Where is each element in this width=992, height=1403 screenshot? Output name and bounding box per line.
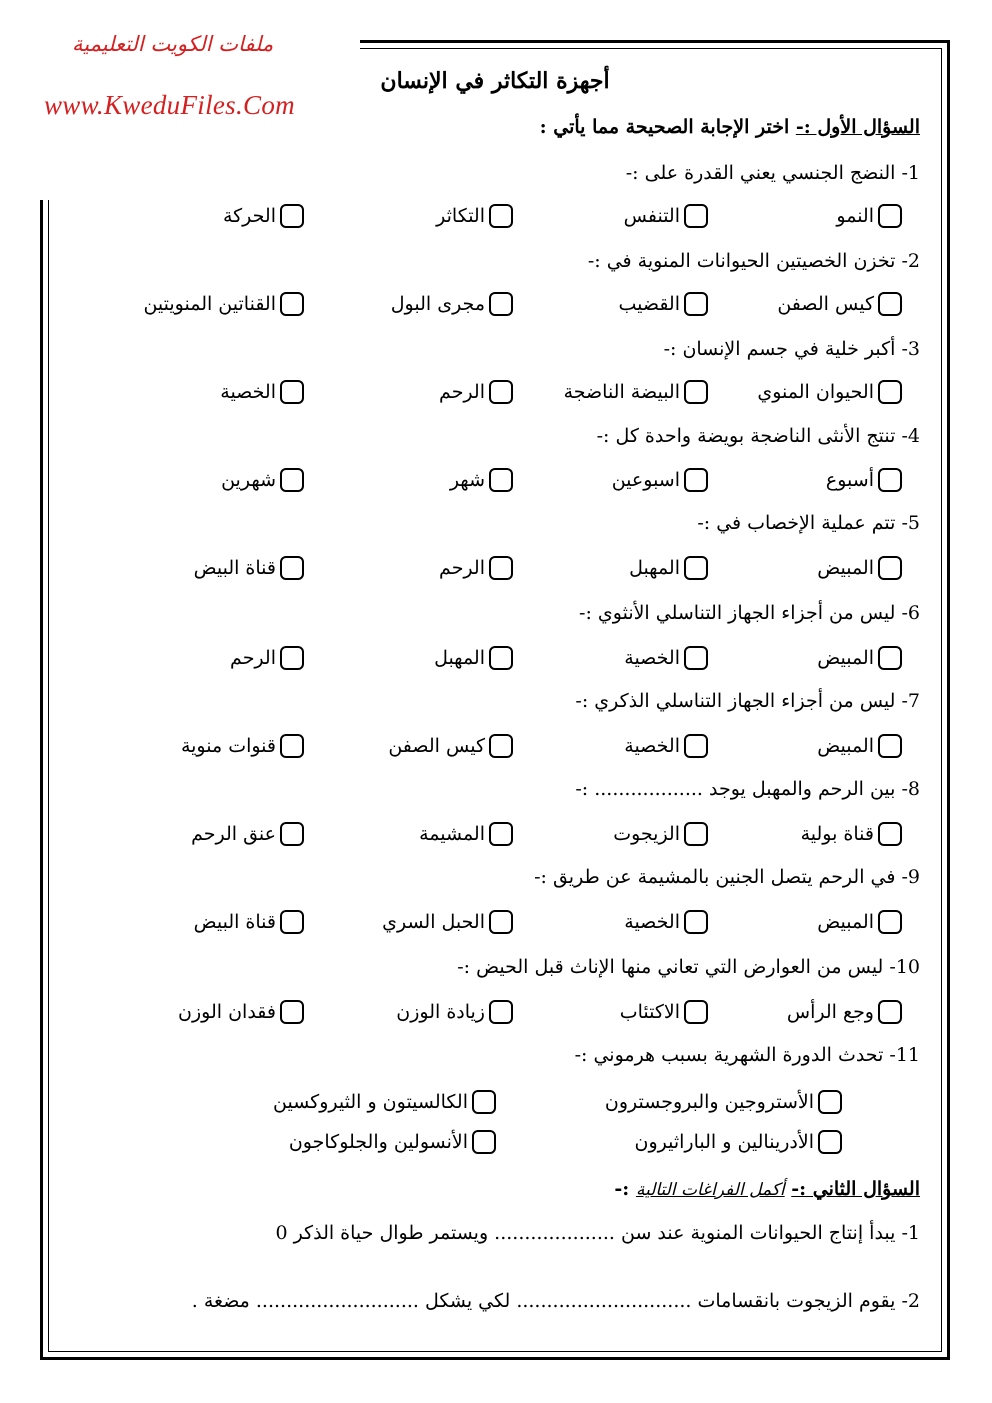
checkbox-icon[interactable] bbox=[280, 910, 304, 934]
checkbox-icon[interactable] bbox=[280, 380, 304, 404]
answer-option[interactable] bbox=[439, 380, 513, 404]
answer-option-label: شهر bbox=[449, 469, 485, 491]
answer-option[interactable] bbox=[817, 646, 902, 670]
checkbox-icon[interactable] bbox=[684, 734, 708, 758]
answer-option[interactable] bbox=[289, 1130, 496, 1154]
answer-option[interactable] bbox=[191, 822, 304, 846]
answer-option[interactable] bbox=[273, 1090, 496, 1114]
answer-option-label: كيس الصفن bbox=[388, 735, 485, 757]
answer-option[interactable] bbox=[564, 380, 708, 404]
answer-option-label: أسبوع bbox=[825, 469, 874, 491]
answer-option[interactable] bbox=[618, 292, 708, 316]
answer-option[interactable] bbox=[178, 1000, 304, 1024]
checkbox-icon[interactable] bbox=[878, 468, 902, 492]
answer-option-label: زيادة الوزن bbox=[396, 1001, 485, 1023]
checkbox-icon[interactable] bbox=[280, 646, 304, 670]
checkbox-icon[interactable] bbox=[684, 292, 708, 316]
answer-option-label: القناتين المنويتين bbox=[143, 293, 276, 315]
section2-item: 1- يبدأ إنتاج الحيوانات المنوية عند سن .................... ويستمر طوال حياة الذكر 0 bbox=[275, 1222, 920, 1244]
checkbox-icon[interactable] bbox=[878, 822, 902, 846]
checkbox-icon[interactable] bbox=[280, 468, 304, 492]
checkbox-icon[interactable] bbox=[489, 380, 513, 404]
checkbox-icon[interactable] bbox=[489, 292, 513, 316]
checkbox-icon[interactable] bbox=[472, 1130, 496, 1154]
answer-option-label: الرحم bbox=[230, 647, 276, 669]
question-text: 9- في الرحم يتصل الجنين بالمشيمة عن طريق :- bbox=[534, 866, 920, 888]
answer-option[interactable] bbox=[230, 646, 304, 670]
question-text: 3- أكبر خلية في جسم الإنسان :- bbox=[663, 338, 920, 360]
answer-option-label: المشيمة bbox=[419, 823, 485, 845]
answer-option-label: الحركة bbox=[222, 205, 276, 227]
answer-option[interactable] bbox=[817, 910, 902, 934]
question-text: 5- تتم عملية الإخصاب في :- bbox=[697, 512, 920, 534]
answer-option[interactable] bbox=[624, 734, 708, 758]
answer-option[interactable] bbox=[419, 822, 513, 846]
checkbox-icon[interactable] bbox=[684, 204, 708, 228]
checkbox-icon[interactable] bbox=[489, 556, 513, 580]
answer-option-label: الكالسيتون و الثيروكسين bbox=[273, 1091, 468, 1113]
answer-option-label: المبيض bbox=[817, 735, 874, 757]
checkbox-icon[interactable] bbox=[818, 1090, 842, 1114]
answer-option[interactable] bbox=[757, 380, 902, 404]
answer-option-label: الحبل السري bbox=[382, 911, 485, 933]
answer-option[interactable] bbox=[143, 292, 304, 316]
question-text: 2- تخزن الخصيتين الحيوانات المنوية في :- bbox=[587, 250, 920, 272]
answer-option-label: النمو bbox=[836, 205, 874, 227]
answer-option-label: الرحم bbox=[439, 557, 485, 579]
checkbox-icon[interactable] bbox=[280, 204, 304, 228]
checkbox-icon[interactable] bbox=[280, 292, 304, 316]
answer-option[interactable] bbox=[388, 734, 513, 758]
section1-label: السؤال الأول :- bbox=[795, 116, 920, 138]
checkbox-icon[interactable] bbox=[489, 910, 513, 934]
answer-option-label: الأنسولين والجلوكاجون bbox=[288, 1131, 468, 1153]
checkbox-icon[interactable] bbox=[684, 822, 708, 846]
brand-arabic-name: ملفات الكويت التعليمية bbox=[72, 32, 274, 56]
answer-option[interactable] bbox=[613, 822, 708, 846]
answer-option[interactable] bbox=[826, 468, 902, 492]
section2-label: السؤال الثاني :- bbox=[791, 1178, 920, 1200]
answer-option[interactable] bbox=[439, 556, 513, 580]
checkbox-icon[interactable] bbox=[280, 556, 304, 580]
answer-option-label: اسبوعين bbox=[611, 469, 680, 491]
answer-option-label: الأستروجين والبروجسترون bbox=[604, 1091, 814, 1113]
checkbox-icon[interactable] bbox=[684, 646, 708, 670]
question-text: 4- تنتج الأنثى الناضجة بويضة واحدة كل :- bbox=[596, 425, 920, 447]
answer-option-label: كيس الصفن bbox=[777, 293, 874, 315]
answer-option-label: فقدان الوزن bbox=[178, 1001, 276, 1023]
checkbox-icon[interactable] bbox=[878, 380, 902, 404]
checkbox-icon[interactable] bbox=[280, 734, 304, 758]
answer-option-label: شهرين bbox=[221, 469, 276, 491]
answer-option-label: الخصية bbox=[220, 381, 276, 403]
checkbox-icon[interactable] bbox=[684, 468, 708, 492]
answer-option-label: المبيض bbox=[817, 647, 874, 669]
answer-option-label: قناة بولية bbox=[800, 823, 874, 845]
answer-option-label: الخصية bbox=[624, 647, 680, 669]
answer-option-label: المهبل bbox=[434, 647, 485, 669]
answer-option[interactable] bbox=[220, 380, 304, 404]
checkbox-icon[interactable] bbox=[489, 822, 513, 846]
answer-option-label: التنفس bbox=[623, 205, 680, 227]
answer-option-label: الاكتئاب bbox=[619, 1001, 680, 1023]
checkbox-icon[interactable] bbox=[818, 1130, 842, 1154]
answer-option-label: الخصية bbox=[624, 735, 680, 757]
answer-option-label: مجرى البول bbox=[390, 293, 485, 315]
answer-option[interactable] bbox=[434, 646, 513, 670]
question-text: 10- ليس من العوارض التي تعاني منها الإناث قبل الحيض :- bbox=[457, 956, 920, 978]
question-text: 6- ليس من أجزاء الجهاز التناسلي الأنثوي :- bbox=[579, 602, 920, 624]
answer-option[interactable] bbox=[612, 468, 708, 492]
answer-option[interactable] bbox=[817, 734, 902, 758]
section2-heading bbox=[614, 1178, 920, 1200]
checkbox-icon[interactable] bbox=[684, 910, 708, 934]
answer-option-label: القضيب bbox=[618, 293, 680, 315]
answer-option-label: وجع الرأس bbox=[786, 1001, 874, 1023]
answer-option-label: الأدرينالين و الباراثيرون bbox=[634, 1131, 814, 1153]
answer-option-label: قناة البيض bbox=[193, 557, 276, 579]
checkbox-icon[interactable] bbox=[878, 910, 902, 934]
answer-option[interactable] bbox=[382, 910, 513, 934]
answer-option[interactable] bbox=[620, 1000, 708, 1024]
brand-url: www.KweduFiles.Com bbox=[44, 90, 295, 120]
answer-option[interactable] bbox=[221, 468, 304, 492]
checkbox-icon[interactable] bbox=[878, 204, 902, 228]
answer-option-label: الخصية bbox=[624, 911, 680, 933]
section2-item: 2- يقوم الزيجوت بانقسامات ............................. لكي يشكل ........................... مضغة . bbox=[191, 1290, 920, 1312]
answer-option[interactable] bbox=[624, 204, 708, 228]
answer-option[interactable] bbox=[436, 204, 513, 228]
answer-option-label: الحيوان المنوي bbox=[757, 381, 874, 403]
section1-heading bbox=[540, 116, 920, 138]
answer-option-label: قنوات منوية bbox=[180, 735, 276, 757]
answer-option-label: المبيض bbox=[817, 911, 874, 933]
answer-option[interactable] bbox=[801, 822, 902, 846]
section2-tail: :- bbox=[614, 1178, 630, 1200]
checkbox-icon[interactable] bbox=[280, 1000, 304, 1024]
answer-option-label: التكاثر bbox=[436, 205, 485, 227]
answer-option[interactable] bbox=[777, 292, 902, 316]
answer-option[interactable] bbox=[787, 1000, 902, 1024]
checkbox-icon[interactable] bbox=[489, 734, 513, 758]
answer-option[interactable] bbox=[391, 292, 513, 316]
checkbox-icon[interactable] bbox=[878, 646, 902, 670]
answer-option[interactable] bbox=[629, 556, 708, 580]
section2-instruction: أكمل الفراغات التالية bbox=[635, 1180, 785, 1200]
answer-option-label: قناة البيض bbox=[193, 911, 276, 933]
checkbox-icon[interactable] bbox=[684, 556, 708, 580]
answer-option-label: عنق الرحم bbox=[191, 823, 276, 845]
checkbox-icon[interactable] bbox=[472, 1090, 496, 1114]
question-text: 8- بين الرحم والمهبل يوجد .................. :- bbox=[575, 778, 920, 800]
answer-option[interactable] bbox=[605, 1090, 842, 1114]
section1-instruction: اختر الإجابة الصحيحة مما يأتي : bbox=[539, 116, 790, 138]
checkbox-icon[interactable] bbox=[878, 1000, 902, 1024]
checkbox-icon[interactable] bbox=[684, 1000, 708, 1024]
answer-option[interactable] bbox=[450, 468, 513, 492]
answer-option-label: البيضة الناضجة bbox=[563, 381, 680, 403]
answer-option-label: المهبل bbox=[629, 557, 680, 579]
answer-option[interactable] bbox=[194, 556, 304, 580]
answer-option-label: الرحم bbox=[439, 381, 485, 403]
checkbox-icon[interactable] bbox=[878, 292, 902, 316]
checkbox-icon[interactable] bbox=[489, 1000, 513, 1024]
question-text: 7- ليس من أجزاء الجهاز التناسلي الذكري :- bbox=[575, 690, 920, 712]
answer-option[interactable] bbox=[194, 910, 304, 934]
question-text: 1- النضج الجنسي يعني القدرة على :- bbox=[625, 162, 920, 184]
answer-option[interactable] bbox=[181, 734, 304, 758]
checkbox-icon[interactable] bbox=[684, 380, 708, 404]
answer-option[interactable] bbox=[624, 910, 708, 934]
answer-option[interactable] bbox=[817, 556, 902, 580]
page-title: أجهزة التكاثر في الإنسان bbox=[380, 68, 610, 94]
checkbox-icon[interactable] bbox=[489, 646, 513, 670]
checkbox-icon[interactable] bbox=[878, 734, 902, 758]
checkbox-icon[interactable] bbox=[489, 468, 513, 492]
answer-option-label: المبيض bbox=[817, 557, 874, 579]
answer-option[interactable] bbox=[836, 204, 902, 228]
answer-option[interactable] bbox=[223, 204, 304, 228]
answer-option[interactable] bbox=[624, 646, 708, 670]
question-text: 11- تحدث الدورة الشهرية بسبب هرموني :- bbox=[574, 1044, 920, 1066]
answer-option[interactable] bbox=[396, 1000, 513, 1024]
answer-option-label: الزيجوت bbox=[613, 823, 680, 845]
checkbox-icon[interactable] bbox=[280, 822, 304, 846]
checkbox-icon[interactable] bbox=[489, 204, 513, 228]
answer-option[interactable] bbox=[635, 1130, 842, 1154]
checkbox-icon[interactable] bbox=[878, 556, 902, 580]
